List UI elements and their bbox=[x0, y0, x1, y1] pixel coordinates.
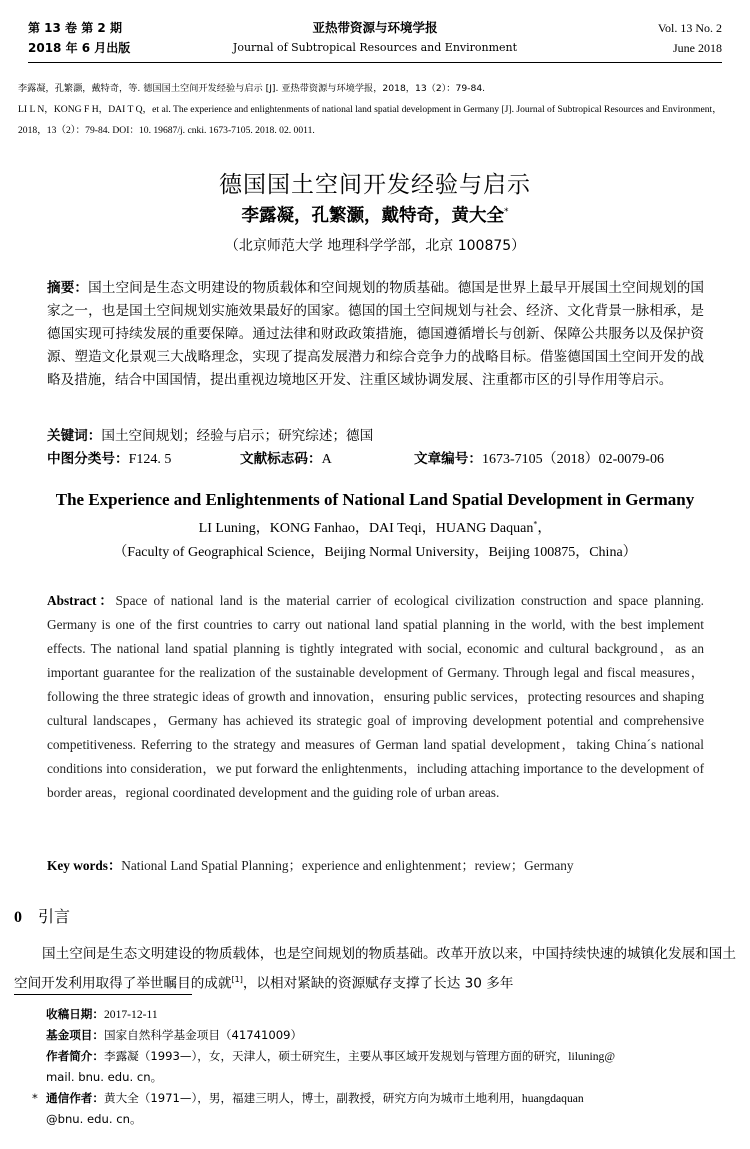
clc-number: 中图分类号：F124. 5 bbox=[47, 451, 172, 467]
footnote-received: 收稿日期：2017-12-11 bbox=[46, 1007, 158, 1021]
header-date-en: June 2018 bbox=[673, 41, 722, 55]
header-rule bbox=[28, 62, 722, 63]
section-title: 引言 bbox=[38, 907, 71, 926]
journal-name-cn: 亚热带资源与环境学报 bbox=[312, 20, 438, 35]
authors-cn-names: 李露凝，孔繁灏，戴特奇，黄大全 bbox=[241, 206, 504, 226]
paper-title-cn: 德国国土空间开发经验与启示 bbox=[219, 172, 531, 198]
header-date-cn: 2018 年 6 月出版 bbox=[28, 41, 131, 55]
citation-cn: 李露凝，孔繁灏，戴特奇，等. 德国国土空间开发经验与启示 [J]. 亚热带资源与环境学报，2018，13（2）：79-84. bbox=[18, 83, 486, 94]
authors-en-names: LI Luning，KONG Fanhao，DAI Teqi，HUANG Daquan bbox=[198, 521, 534, 536]
citation-block bbox=[18, 78, 734, 141]
header-right bbox=[658, 18, 722, 58]
footnote-author-email: mail. bnu. edu. cn。 bbox=[46, 1070, 163, 1084]
abstract-cn bbox=[47, 277, 704, 392]
footnote-author: 作者简介：李露凝（1993—），女，天津人，硕士研究生，主要从事区域开发规划与管理方面的研究，liluning@ bbox=[46, 1049, 616, 1063]
footnote-fund: 基金项目：国家自然科学基金项目（41741009） bbox=[46, 1028, 303, 1042]
citation-en: LI L N，KONG F H，DAI T Q，et al. The experience and enlightenments of national land spatial development in Germany [J]. Journal of Subtropical Resources and Environment，2018，13（2）：79-84. DOI：10. 19687/j. cnki. 1673-7105. 2018. 02. 0011. bbox=[18, 104, 722, 136]
abstract-cn-text: 国土空间是生态文明建设的物质载体和空间规划的物质基础。德国是世界上最早开展国土空间规划的国家之一，也是国土空间规划实施效果最好的国家。德国的国土空间规划与社会、经济、文化背景一脉相承，是德国实现可持续发展的重要保障。通过法律和财政政策措施，德国遵循增长与创新、保障公共服务以及保护资源、塑造文化景观三大战略理念，实现了提高发展潜力和综合竞争力的战略目标。借鉴德国国土空间开发的战略及措施，结合中国国情，提出重视边境地区开发、注重区域协调发展、注重都市区的引导作用等启示。 bbox=[47, 280, 705, 388]
header-volume-en: Vol. 13 No. 2 bbox=[657, 21, 722, 35]
journal-name-en: Journal of Subtropical Resources and Environment bbox=[232, 41, 518, 54]
keywords-en-text: National Land Spatial Planning；experience and enlightenment；review；Germany bbox=[121, 858, 574, 873]
footnote-corresponding-email: @bnu. edu. cn。 bbox=[46, 1112, 142, 1126]
header-center bbox=[28, 18, 722, 58]
classification-row bbox=[47, 448, 704, 470]
paper-title-en: The Experience and Enlightenments of National Land Spatial Development in Germany bbox=[55, 490, 695, 509]
abstract-en-text: Space of national land is the material carrier of ecological civilization construction and space planning. Germany is one of the first countries to carry out national land spatial planning in the world, with the best implement effects. The national land spatial planning is tightly integrated with social, economic and cultural background，as an important guarantee for the realization of the sustainable development of Germany. Through legal and fiscal measures，following the three strategic ideas of growth and innovation，ensuring public services，protecting resources and shaping cultural landscapes，Germany has achieved its strategic goal of improving development potential and comprehensive competitiveness. Referring to the strategy and measures of German land spatial development，taking China´s national conditions into consideration，we put forward the enlightenments，including attaching importance to the development of border areas，regional coordinated development and the guiding role of urban areas. bbox=[47, 593, 705, 800]
authors-cn bbox=[0, 202, 750, 227]
header-volume-cn: 第 13 卷 第 2 期 bbox=[28, 21, 122, 35]
article-number: 文章编号：1673-7105（2018）02-0079-06 bbox=[414, 451, 664, 467]
footnotes bbox=[14, 1004, 736, 1130]
affiliation-en: （Faculty of Geographical Science，Beijing Normal University，Beijing 100875，China） bbox=[113, 545, 637, 560]
section-number: 0 bbox=[14, 909, 22, 926]
footnote-rule bbox=[14, 994, 192, 995]
corresponding-author-mark-en: * bbox=[533, 519, 538, 529]
keywords-en bbox=[47, 855, 704, 877]
body-paragraph: 国土空间是生态文明建设的物质载体，也是空间规划的物质基础。改革开放以来，中国持续快速的城镇化发展和国土空间开发利用取得了举世瞩目的成就[1]，以相对紧缺的资源赋存支撑了长达 30 多年 bbox=[14, 946, 736, 992]
authors-en: LI Luning，KONG Fanhao，DAI Teqi，HUANG Daquan*， bbox=[198, 519, 552, 536]
abstract-en bbox=[47, 589, 704, 805]
affiliation-cn: （北京师范大学 地理科学学部，北京 100875） bbox=[224, 238, 526, 254]
footnote-corresponding: * 通信作者：黄大全（1971—），男，福建三明人，博士，副教授，研究方向为城市土地利用，huangdaquan bbox=[32, 1091, 584, 1105]
document-code: 文献标志码：A bbox=[240, 451, 332, 467]
keywords-en-label: Key words： bbox=[47, 858, 122, 873]
abstract-cn-label: 摘要： bbox=[47, 280, 89, 296]
abstract-en-label: Abstract： bbox=[47, 593, 116, 608]
keywords-cn-text: 国土空间规划；经验与启示；研究综述；德国 bbox=[101, 428, 374, 444]
keywords-cn-label: 关键词： bbox=[47, 428, 102, 444]
reference-marker: [1] bbox=[231, 975, 243, 984]
keywords-cn bbox=[47, 425, 704, 447]
running-header bbox=[28, 18, 722, 62]
section-heading bbox=[14, 904, 70, 927]
corresponding-author-mark-cn: * bbox=[504, 207, 509, 218]
